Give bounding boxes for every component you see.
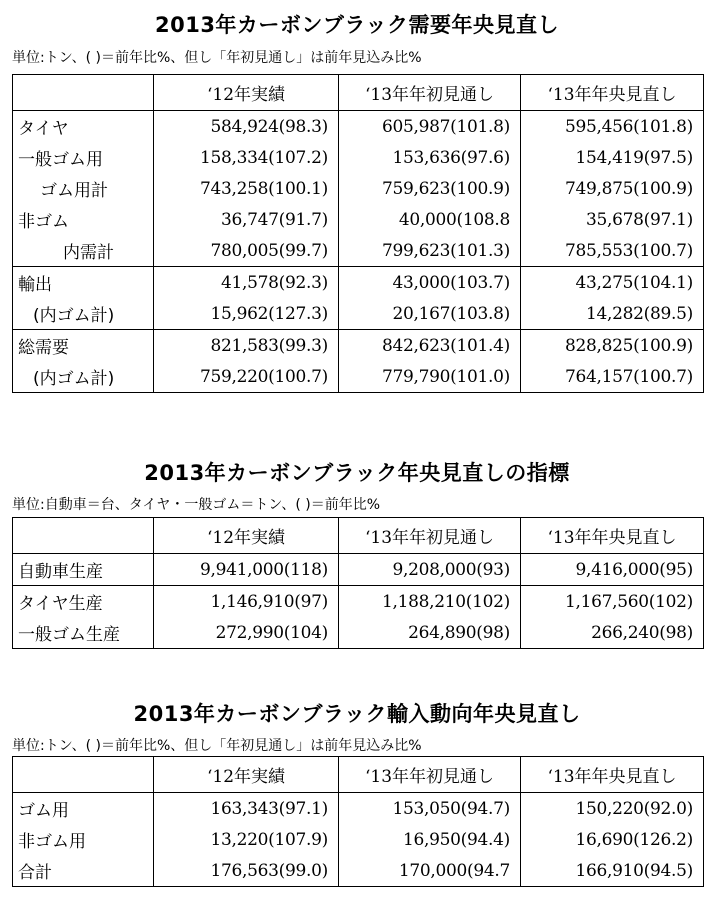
import-table-unit-note: 単位:トン、( )＝前年比%、但し「年初見通し」は前年見込み比% [12,738,422,754]
header-2013-initial-forecast: ‘13年年初見通し [339,518,521,554]
cell-value: 842,623(101.4) [339,330,521,362]
cell-value: 1,188,210(102) [339,586,521,618]
table-row [13,267,704,299]
header-2013-midyear-review: ‘13年年央見直し [521,518,704,554]
header-2013-midyear-review: ‘13年年央見直し [521,757,704,793]
table-header-row [13,75,704,111]
cell-value: 166,910(94.5) [521,855,704,887]
cell-value: 743,258(100.1) [154,173,339,204]
row-label-tire-production: タイヤ生産 [13,586,154,618]
header-2012-actual: ‘12年実績 [154,757,339,793]
table-row [13,824,704,855]
cell-value: 1,146,910(97) [154,586,339,618]
cell-value: 43,275(104.1) [521,267,704,299]
row-label-total-rubber: (内ゴム計) [13,361,154,393]
table-row [13,111,704,143]
cell-value: 272,990(104) [154,617,339,649]
row-label-rubber-total: ゴム用計 [13,173,154,204]
table-row [13,793,704,825]
table-row [13,361,704,393]
cell-value: 780,005(99.7) [154,235,339,267]
table-row [13,235,704,267]
cell-value: 584,924(98.3) [154,111,339,143]
cell-value: 9,208,000(93) [339,554,521,586]
row-label-non-rubber: 非ゴム [13,204,154,235]
cell-value: 154,419(97.5) [521,142,704,173]
cell-value: 14,282(89.5) [521,298,704,330]
indicator-table [12,517,704,649]
cell-value: 43,000(103.7) [339,267,521,299]
cell-value: 163,343(97.1) [154,793,339,825]
cell-value: 13,220(107.9) [154,824,339,855]
cell-value: 9,416,000(95) [521,554,704,586]
table-row [13,554,704,586]
import-table [12,756,704,887]
cell-value: 36,747(91.7) [154,204,339,235]
cell-value: 176,563(99.0) [154,855,339,887]
cell-value: 828,825(100.9) [521,330,704,362]
row-label-rubber-use: ゴム用 [13,793,154,825]
table-row [13,173,704,204]
cell-value: 15,962(127.3) [154,298,339,330]
row-label-general-rubber: 一般ゴム用 [13,142,154,173]
header-2013-midyear-review: ‘13年年央見直し [521,75,704,111]
table-header-row [13,518,704,554]
cell-value: 35,678(97.1) [521,204,704,235]
cell-value: 20,167(103.8) [339,298,521,330]
header-cell-empty [13,518,154,554]
cell-value: 264,890(98) [339,617,521,649]
table-row [13,617,704,649]
table-row [13,855,704,887]
table-row [13,142,704,173]
row-label-import-total: 合計 [13,855,154,887]
cell-value: 759,623(100.9) [339,173,521,204]
cell-value: 764,157(100.7) [521,361,704,393]
table-row [13,586,704,618]
row-label-tire: タイヤ [13,111,154,143]
header-2013-initial-forecast: ‘13年年初見通し [339,757,521,793]
import-table-title: 2013年カーボンブラック輸入動向年央見直し [133,702,581,726]
table-row [13,298,704,330]
cell-value: 16,950(94.4) [339,824,521,855]
cell-value: 785,553(100.7) [521,235,704,267]
cell-value: 16,690(126.2) [521,824,704,855]
cell-value: 821,583(99.3) [154,330,339,362]
table-row [13,204,704,235]
header-cell-empty [13,757,154,793]
row-label-general-rubber-production: 一般ゴム生産 [13,617,154,649]
header-cell-empty [13,75,154,111]
row-label-auto-production: 自動車生産 [13,554,154,586]
cell-value: 158,334(107.2) [154,142,339,173]
cell-value: 153,050(94.7) [339,793,521,825]
row-label-export-rubber: (内ゴム計) [13,298,154,330]
row-label-export: 輸出 [13,267,154,299]
header-2012-actual: ‘12年実績 [154,75,339,111]
demand-table-title: 2013年カーボンブラック需要年央見直し [154,13,560,37]
cell-value: 605,987(101.8) [339,111,521,143]
indicator-table-unit-note: 単位:自動車＝台、タイヤ・一般ゴム＝トン、( )＝前年比% [12,497,380,513]
demand-table-unit-note: 単位:トン、( )＝前年比%、但し「年初見通し」は前年見込み比% [12,50,422,66]
cell-value: 153,636(97.6) [339,142,521,173]
cell-value: 150,220(92.0) [521,793,704,825]
table-header-row [13,757,704,793]
cell-value: 779,790(101.0) [339,361,521,393]
cell-value: 41,578(92.3) [154,267,339,299]
cell-value: 170,000(94.7 [339,855,521,887]
demand-table [12,74,704,393]
cell-value: 40,000(108.8 [339,204,521,235]
row-label-non-rubber-use: 非ゴム用 [13,824,154,855]
cell-value: 799,623(101.3) [339,235,521,267]
header-2012-actual: ‘12年実績 [154,518,339,554]
row-label-total-demand: 総需要 [13,330,154,362]
cell-value: 1,167,560(102) [521,586,704,618]
cell-value: 266,240(98) [521,617,704,649]
row-label-domestic-total: 内需計 [13,235,154,267]
cell-value: 595,456(101.8) [521,111,704,143]
indicator-table-title: 2013年カーボンブラック年央見直しの指標 [144,461,570,485]
cell-value: 759,220(100.7) [154,361,339,393]
header-2013-initial-forecast: ‘13年年初見通し [339,75,521,111]
cell-value: 9,941,000(118) [154,554,339,586]
cell-value: 749,875(100.9) [521,173,704,204]
table-row [13,330,704,362]
